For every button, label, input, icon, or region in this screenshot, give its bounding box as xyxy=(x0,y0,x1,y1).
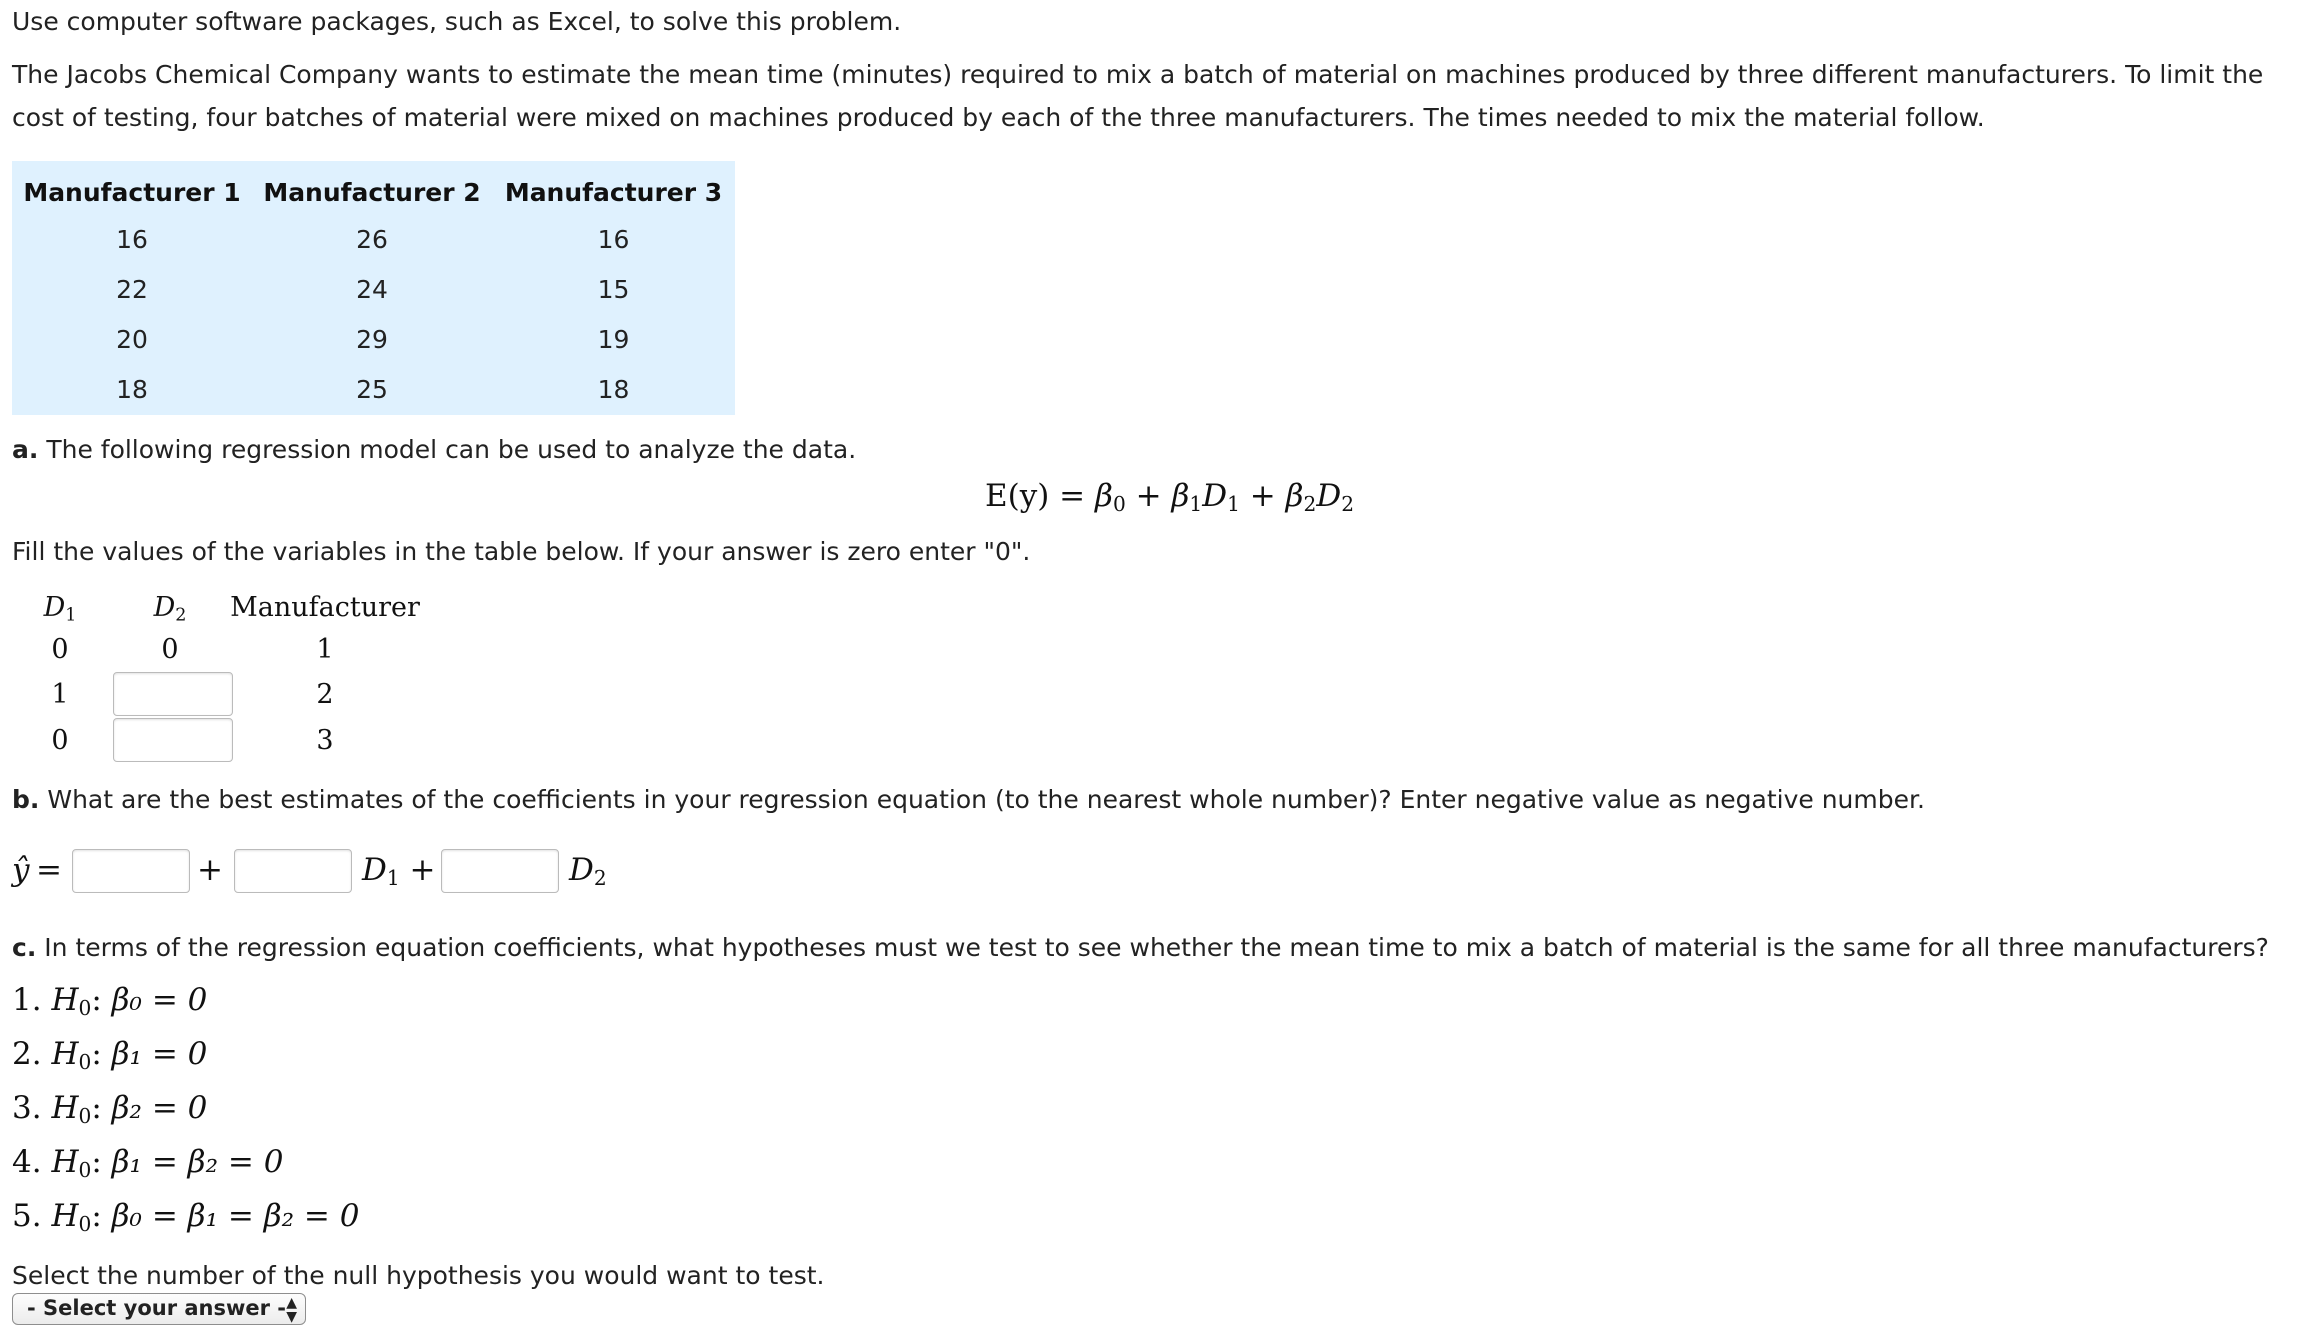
d2-var: D xyxy=(1316,478,1342,514)
table-cell: 18 xyxy=(597,374,630,404)
row3-manufacturer: 3 xyxy=(316,725,334,756)
table-cell: 20 xyxy=(116,324,148,354)
table-header-row xyxy=(12,170,735,214)
var-header-d1-sub: 1 xyxy=(65,605,77,626)
hypothesis-3: 3. $H_0$: β₂ = 0 xyxy=(12,1090,208,1129)
fill-instructions: Fill the values of the variables in the table below. If your answer is zero enter "0". xyxy=(12,537,1031,566)
table-row xyxy=(12,364,735,414)
part-c-text: In terms of the regression equation coefficients, what hypotheses must we test to see whether the mean time to mix a batch of material is the same for all three manufacturers? xyxy=(36,933,2269,962)
table-cell: 18 xyxy=(116,374,148,404)
table-row xyxy=(12,214,735,264)
table-cell: 16 xyxy=(597,224,630,254)
hypothesis-number: 4. xyxy=(12,1144,42,1180)
var-header-d2 xyxy=(110,592,230,626)
problem-statement: The Jacobs Chemical Company wants to estimate the mean time (minutes) required to mix a batch of material on machines produced by three different manufacturers. To limit the cost of testing, four batches of material were mixed on machines produced by each of the three manufacturers. The times needed to mix the material follow. xyxy=(12,60,2264,132)
part-b-question xyxy=(12,778,1925,821)
eq-lhs: E(y) = xyxy=(985,478,1096,514)
part-b-label: b. xyxy=(12,785,40,814)
h-symbol: H xyxy=(51,1090,79,1126)
h-sub: 0 xyxy=(78,1158,92,1183)
h-sub: 0 xyxy=(78,1104,92,1129)
table-cell: 25 xyxy=(356,374,388,404)
h-symbol: H xyxy=(51,1036,79,1072)
hypothesis-number: 5. xyxy=(12,1198,42,1234)
part-a-question xyxy=(12,428,856,471)
h-symbol: H xyxy=(51,1198,79,1234)
eq-plus: + xyxy=(1239,478,1286,514)
h-sub: 0 xyxy=(78,1050,92,1075)
hypothesis-expression: β₀ = 0 xyxy=(111,982,208,1018)
data-table xyxy=(12,161,735,415)
row2-d2-input[interactable] xyxy=(113,672,233,716)
hypothesis-select[interactable] xyxy=(12,1293,306,1325)
table-header: Manufacturer 3 xyxy=(504,177,723,207)
var-header-d1 xyxy=(25,592,95,626)
intercept-input[interactable] xyxy=(72,849,190,893)
beta-1: β xyxy=(1171,478,1190,514)
d1-term-letter: D xyxy=(362,852,387,888)
table-cell: 26 xyxy=(356,224,388,254)
equals-sign: = xyxy=(36,852,62,888)
part-a-text: The following regression model can be used to analyze the data. xyxy=(38,435,857,464)
part-a-label: a. xyxy=(12,435,39,464)
h-sub: 0 xyxy=(78,1212,92,1237)
hypothesis-expression: β₁ = 0 xyxy=(111,1036,208,1072)
hypothesis-expression: β₀ = β₁ = β₂ = 0 xyxy=(111,1198,360,1234)
d2-term xyxy=(569,852,607,891)
hypothesis-expression: β₂ = 0 xyxy=(111,1090,208,1126)
hypothesis-5: 5. $H_0$: β₀ = β₁ = β₂ = 0 xyxy=(12,1198,360,1237)
table-cell: 22 xyxy=(116,274,148,304)
select-placeholder: - Select your answer - xyxy=(27,1296,287,1320)
table-cell: 15 xyxy=(597,274,630,304)
hypothesis-4: 4. $H_0$: β₁ = β₂ = 0 xyxy=(12,1144,284,1183)
hypothesis-2: 2. $H_0$: β₁ = 0 xyxy=(12,1036,208,1075)
table-header: Manufacturer 2 xyxy=(263,177,481,207)
row1-d2: 0 xyxy=(161,634,179,665)
h-symbol: H xyxy=(51,982,79,1018)
intro-text: Use computer software packages, such as Excel, to solve this problem. xyxy=(12,7,902,36)
table-row xyxy=(12,314,735,364)
d2-term-sub: 2 xyxy=(593,866,607,891)
row2-d1: 1 xyxy=(51,679,69,710)
hypothesis-number: 2. xyxy=(12,1036,42,1072)
row3-d2-input[interactable] xyxy=(113,718,233,762)
part-b-text: What are the best estimates of the coefficients in your regression equation (to the nearest whole number)? Enter negative value as negative number. xyxy=(39,785,1925,814)
hypothesis-number: 1. xyxy=(12,982,42,1018)
var-header-d2-text: D xyxy=(153,592,176,623)
model-equation: $E(y) = \beta_0 + \beta_1D_1 + \beta_2D_2$ xyxy=(985,478,1355,517)
table-cell: 24 xyxy=(356,274,388,304)
var-header-d2-sub: 2 xyxy=(175,605,187,626)
plus-sign: + xyxy=(197,852,223,888)
part-c-question xyxy=(12,926,2269,969)
hypothesis-expression: β₁ = β₂ = 0 xyxy=(111,1144,284,1180)
hypothesis-number: 3. xyxy=(12,1090,42,1126)
d2-coefficient-input[interactable] xyxy=(441,849,559,893)
table-header: Manufacturer 1 xyxy=(23,177,241,207)
row3-d1: 0 xyxy=(51,725,69,756)
select-arrows-icon: ▲ ▼ xyxy=(286,1295,297,1325)
row1-d1: 0 xyxy=(51,634,69,665)
row2-manufacturer: 2 xyxy=(316,679,334,710)
table-cell: 16 xyxy=(116,224,148,254)
d1-term xyxy=(362,852,436,891)
table-cell: 29 xyxy=(356,324,388,354)
part-c-label: c. xyxy=(12,933,37,962)
h-symbol: H xyxy=(51,1144,79,1180)
d1-var: D xyxy=(1202,478,1228,514)
d1-coefficient-input[interactable] xyxy=(234,849,352,893)
select-instruction: Select the number of the null hypothesis you would want to test. xyxy=(12,1261,825,1290)
var-header-d1-text: D xyxy=(43,592,66,623)
d2-term-letter: D xyxy=(569,852,594,888)
plus-sign: + xyxy=(409,852,436,888)
hypothesis-1: 1. $H_0$: β₀ = 0 xyxy=(12,982,208,1021)
beta-2: β xyxy=(1285,478,1304,514)
h-sub: 0 xyxy=(78,996,92,1021)
d1-term-sub: 1 xyxy=(386,866,400,891)
eq-plus: + xyxy=(1125,478,1172,514)
beta-0: β xyxy=(1095,478,1113,514)
var-header-manufacturer: Manufacturer xyxy=(230,592,420,623)
table-row xyxy=(12,264,735,314)
row1-manufacturer: 1 xyxy=(316,634,334,665)
table-cell: 19 xyxy=(597,324,630,354)
yhat-symbol: ŷ xyxy=(12,852,30,888)
